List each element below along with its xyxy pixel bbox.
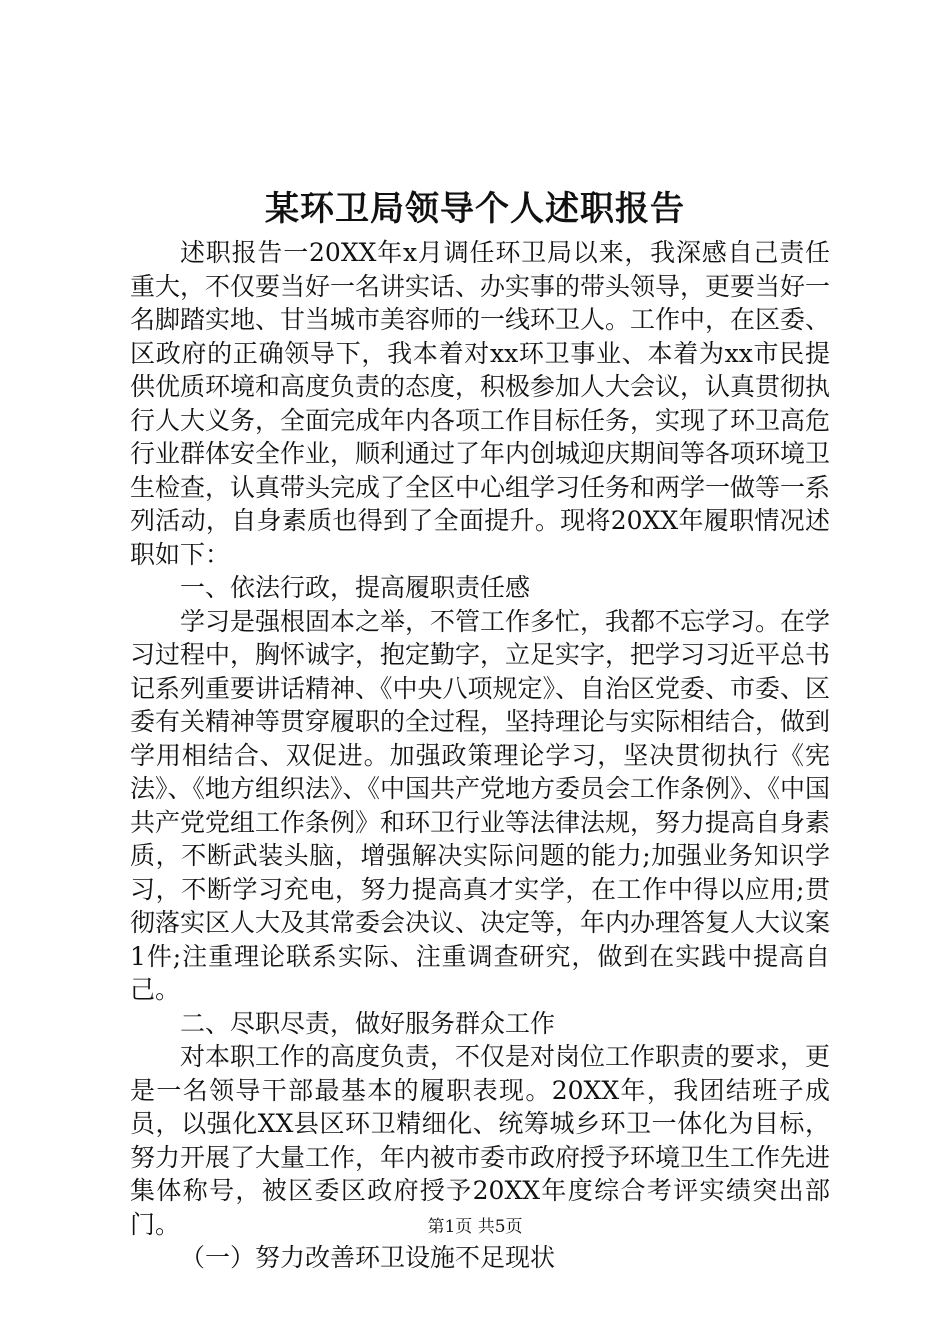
subsection-heading-1: （一）努力改善环卫设施不足现状 xyxy=(180,1243,556,1272)
page-footer: 第1页 共5页 xyxy=(427,1217,523,1237)
section-heading-1: 一、依法行政，提高履职责任感 xyxy=(180,573,531,602)
section-1-paragraph: 学习是强根固本之举，不管工作多忙，我都不忘学习。在学习过程中，胸怀诚字，抱定勤字，立足实字，把学习习近平总书记系列重要讲话精神、《中央八项规定》、自治区党委、市委、区委有关精神等贯穿履职的全过程，坚持理论与实际相结合，做到学用相结合、双促进。加强政策理论学习，坚决贯彻执行《宪法》、《地方组织法》、《中国共产党地方委员会工作条例》、《中国共产党党组工作条例》和环卫行业等法律法规，努力提高自身素质，不断武装头脑，增强解决实际问题的能力;加强业务知识学习，不断学习充电，努力提高真才实学，在工作中得以应用;贯彻落实区人大及其常委会决议、决定等，年内办理答复人大议案1件;注重理论联系实际、注重调查研究，做到在实践中提高自己。 xyxy=(130,606,831,1004)
intro-paragraph: 述职报告一20XX年x月调任环卫局以来，我深感自己责任重大，不仅要当好一名讲实话、办实事的带头领导，更要当好一名脚踏实地、甘当城市美容师的一线环卫人。工作中，在区委、区政府的正确领导下，我本着对xx环卫事业、本着为xx市民提供优质环境和高度负责的态度，积极参加人大会议，认真贯彻执行人大义务，全面完成年内各项工作目标任务，实现了环卫高危行业群体安全作业，顺利通过了年内创城迎庆期间等各项环境卫生检查，认真带头完成了全区中心组学习任务和两学一做等一系列活动，自身素质也得到了全面提升。现将20XX年履职情况述职如下： xyxy=(130,238,831,569)
section-2-paragraph: 对本职工作的高度负责，不仅是对岗位工作职责的要求，更是一名领导干部最基本的履职表现。20XX年，我团结班子成员，以强化XX县区环卫精细化、统筹城乡环卫一体化为目标，努力开展了大量工作，年内被市委市政府授予环境卫生工作先进集体称号，被区委区政府授予20XX年度综合考评实绩突出部门。 xyxy=(130,1042,831,1239)
document-title: 某环卫局领导个人述职报告 xyxy=(265,189,685,229)
section-heading-2: 二、尽职尽责，做好服务群众工作 xyxy=(180,1008,556,1038)
document-body xyxy=(130,236,830,1275)
